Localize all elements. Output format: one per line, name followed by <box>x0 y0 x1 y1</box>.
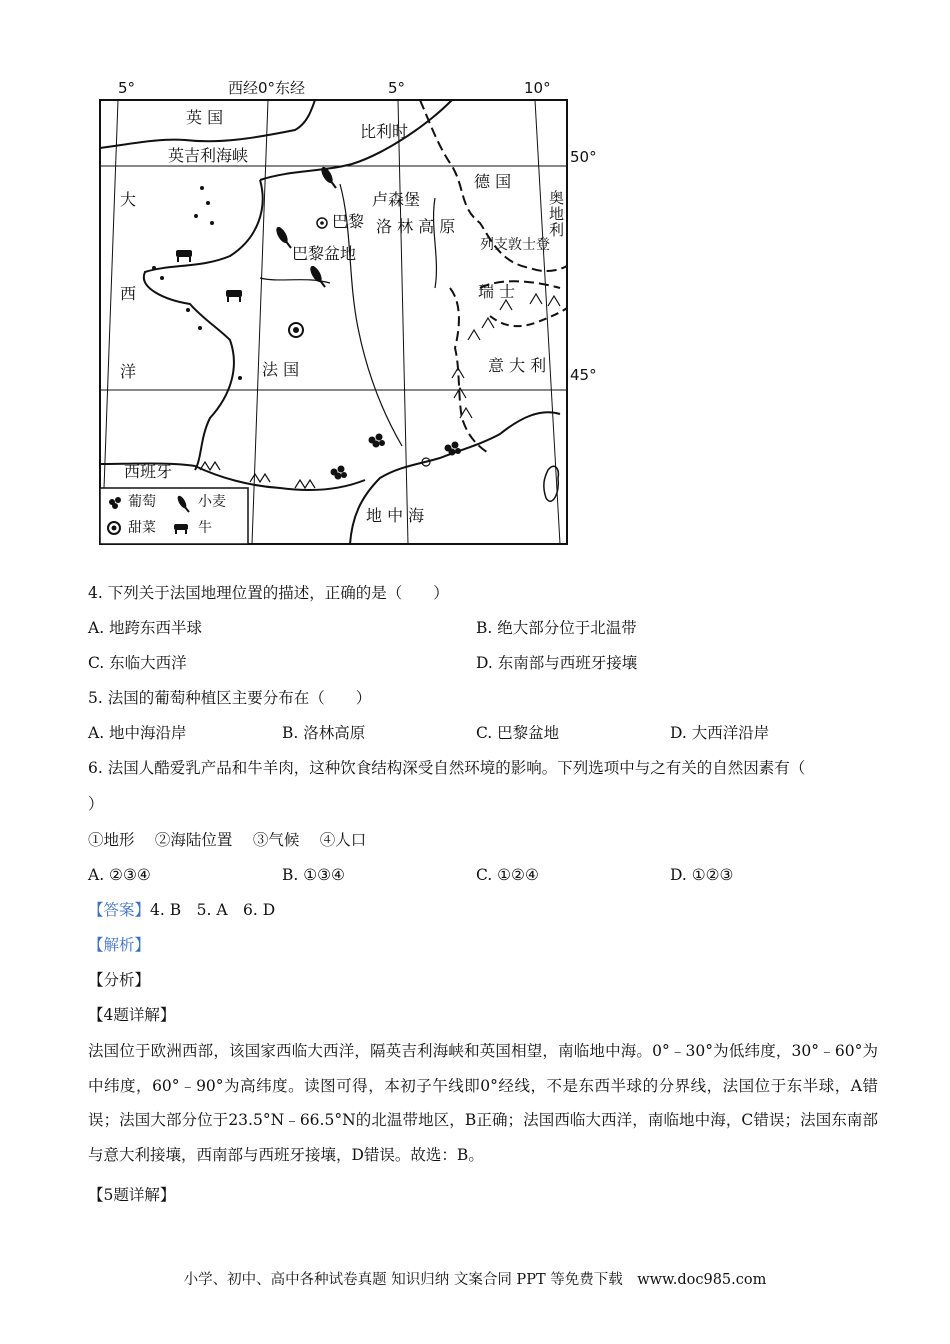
q6-option-c: C. ①②④ <box>476 866 539 884</box>
legend-wheat-label: 小麦 <box>198 494 226 510</box>
answer-line <box>88 900 275 922</box>
label-italy: 意 大 利 <box>488 356 547 375</box>
label-atlantic-2: 西 <box>120 284 137 303</box>
detail-5-label: 【5题详解】 <box>88 1186 176 1204</box>
legend-beet-icon <box>108 522 120 534</box>
q6-option-b: B. ①③④ <box>282 866 345 884</box>
channel-coast <box>260 100 452 180</box>
q5-option-a: A. 地中海沿岸 <box>88 724 187 742</box>
label-paris: 巴黎 <box>332 212 365 231</box>
detail-4-text: 法国位于欧洲西部，该国家西临大西洋，隔英吉利海峡和英国相望，南临地中海。0°﹣30°为低纬度，30°﹣60°为中纬度，60°﹣90°为高纬度。读图可得，本初子午线即0°经线，不是东西半球的分界线，法国位于东半球，A错误；法国大部分位于23.5°N﹣66.5°N的北温带地区，B正确；法国西临大西洋，南临地中海，C错误；法国东南部与意大利接壤，西南部与西班牙接壤，D错误。故选：B。 <box>88 1042 878 1164</box>
q4-option-b: B. 绝大部分位于北温带 <box>476 619 637 637</box>
question-6-stem-line2: ） <box>88 795 104 813</box>
q4-option-a: A. 地跨东西半球 <box>88 619 203 637</box>
detail-4-label: 【4题详解】 <box>88 1006 176 1024</box>
cattle-symbols <box>176 250 242 302</box>
france-west-coast <box>144 180 263 470</box>
label-lorraine: 洛 林 高 原 <box>376 217 456 236</box>
question-6-factors: ①地形 ②海陆位置 ③气候 ④人口 <box>88 831 367 849</box>
label-channel: 英吉利海峡 <box>168 146 249 165</box>
label-switzerland: 瑞 士 <box>478 282 516 301</box>
analysis-label: 【解析】 <box>88 936 151 954</box>
border-swiss-south <box>490 308 567 326</box>
france-map <box>90 78 597 550</box>
answer-label: 【答案】 <box>88 901 151 919</box>
label-atlantic-1: 大 <box>120 190 137 209</box>
question-4-stem: 4. 下列关于法国地理位置的描述，正确的是（ ） <box>88 584 449 602</box>
moselle-river <box>434 198 437 288</box>
legend-beet-label: 甜菜 <box>128 520 156 536</box>
q6-option-a: A. ②③④ <box>88 866 151 884</box>
label-france: 法 国 <box>262 360 300 379</box>
legend-grape-label: 葡萄 <box>128 494 156 510</box>
q4-option-d: D. 东南部与西班牙接壤 <box>476 654 638 672</box>
label-paris-basin: 巴黎盆地 <box>292 244 357 263</box>
fenxi-label: 【分析】 <box>88 971 151 989</box>
meridian-5e-line <box>398 100 408 544</box>
beet-symbol <box>289 323 303 337</box>
page-footer: 小学、初中、高中各种试卷真题 知识归纳 文案合同 PPT 等免费下载 www.doc985.com <box>183 1272 767 1288</box>
label-liechtenstein: 列支敦士登 <box>480 237 550 253</box>
label-uk: 英 国 <box>186 108 224 127</box>
q4-option-c: C. 东临大西洋 <box>88 654 187 672</box>
detail-4-paragraph <box>88 1034 878 1172</box>
coord-prime-meridian: 西经0°东经 <box>228 79 306 97</box>
q6-option-d: D. ①②③ <box>670 866 734 884</box>
meridian-10e-line <box>535 100 560 544</box>
coord-5w: 5° <box>118 79 136 97</box>
coast-dots <box>152 186 242 380</box>
coord-50n: 50° <box>570 148 597 166</box>
question-6-stem-line1: 6. 法国人酷爱乳产品和牛羊肉，这种饮食结构深受自然环境的影响。下列选项中与之有关的自然因素有（ <box>88 759 806 777</box>
question-5-stem: 5. 法国的葡萄种植区主要分布在（ ） <box>88 689 372 707</box>
label-atlantic-3: 洋 <box>120 362 137 381</box>
coord-10e: 10° <box>524 79 551 97</box>
label-belgium: 比利时 <box>360 122 409 141</box>
coord-5e: 5° <box>388 79 406 97</box>
label-austria: 奥地利 <box>547 190 565 238</box>
label-luxembourg: 卢森堡 <box>372 190 421 209</box>
answer-text: 4. B 5. A 6. D <box>150 901 276 919</box>
q5-option-b: B. 洛林高原 <box>282 724 366 742</box>
meridian-5w-line <box>102 100 118 544</box>
meridian-0-line <box>252 100 268 544</box>
label-mediterranean: 地 中 海 <box>366 506 425 525</box>
label-germany: 德 国 <box>474 172 512 191</box>
legend-cattle-label: 牛 <box>198 520 212 536</box>
label-spain: 西班牙 <box>124 462 173 481</box>
q5-option-c: C. 巴黎盆地 <box>476 724 560 742</box>
coord-45n: 45° <box>570 366 597 384</box>
q5-option-d: D. 大西洋沿岸 <box>670 724 770 742</box>
